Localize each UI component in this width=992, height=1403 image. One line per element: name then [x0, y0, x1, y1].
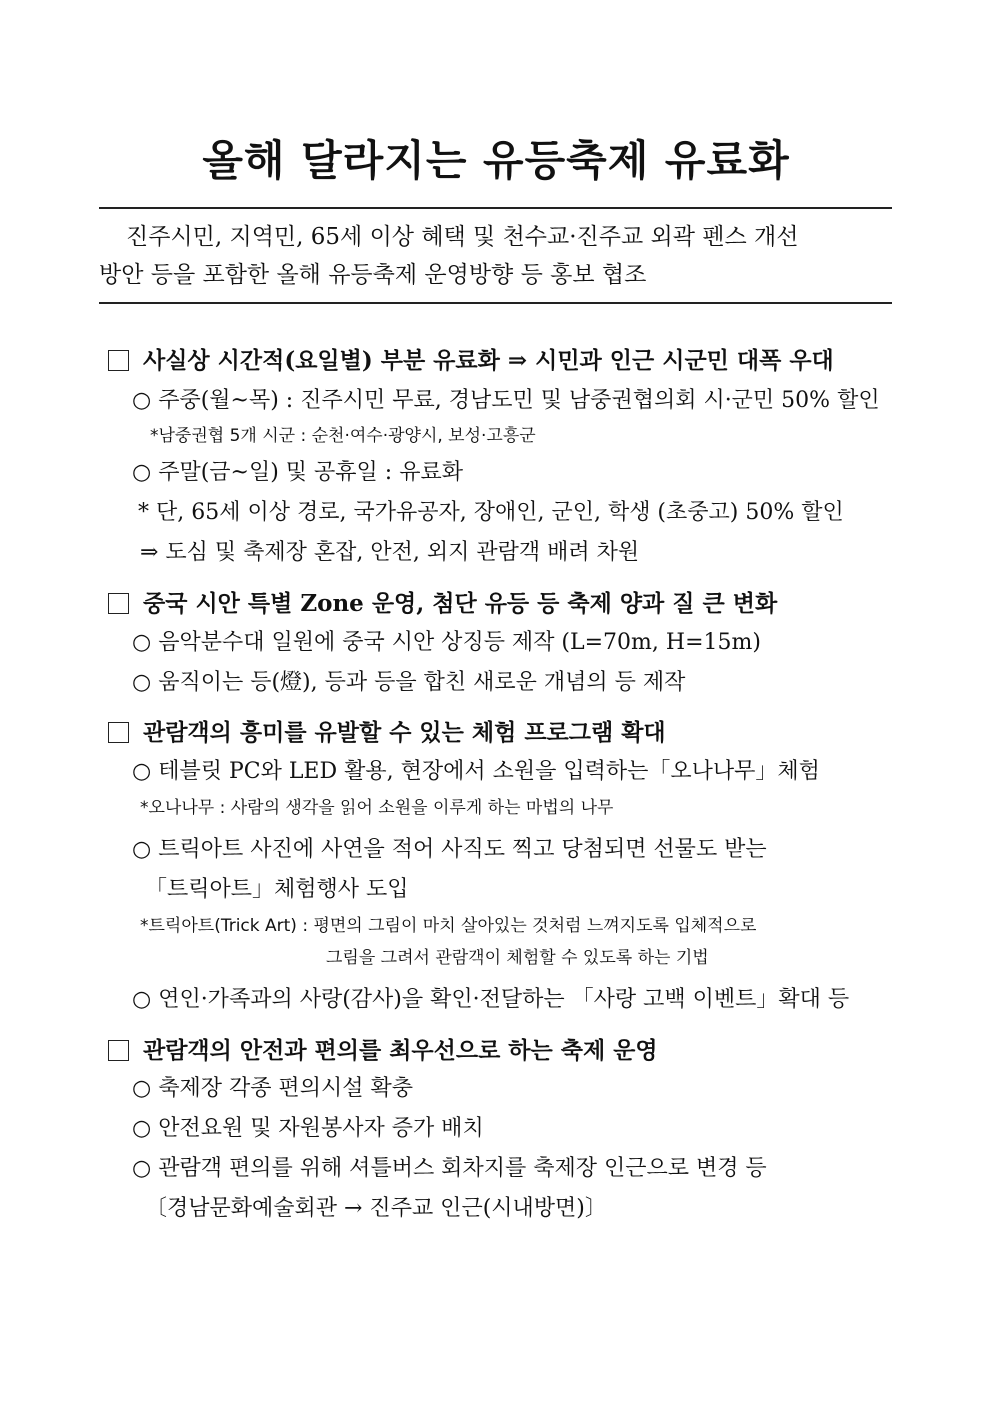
section-heading-2 — [108, 585, 777, 618]
section-heading-text: 중국 시안 특별 Zone 운영, 첨단 유등 등 축제 양과 질 큰 변화 — [143, 590, 778, 617]
summary-line-2: 방안 등을 포함한 올해 유등축제 운영방향 등 홍보 협조 — [99, 262, 647, 288]
bullet-item: ○ 주말(금~일) 및 공휴일 : 유료화 — [132, 460, 463, 485]
arrow-item: ⇒ 도심 및 축제장 혼잡, 안전, 외지 관람객 배려 차원 — [140, 540, 640, 565]
section-heading-text: 관람객의 흥미를 유발할 수 있는 체험 프로그램 확대 — [143, 719, 666, 746]
bullet-item: ○ 음악분수대 일원에 중국 시안 상징등 제작 (L=70m, H=15m) — [132, 630, 761, 655]
section-heading-1 — [108, 342, 834, 375]
bullet-item-continued: 「트릭아트」체험행사 도입 — [145, 877, 409, 902]
summary-line-1: 진주시민, 지역민, 65세 이상 혜택 및 천수교·진주교 외곽 펜스 개선 — [126, 224, 799, 250]
footnote-continued: 그림을 그려서 관람객이 체험할 수 있도록 하는 기법 — [326, 948, 709, 968]
bullet-item: ○ 움직이는 등(燈), 등과 등을 합친 새로운 개념의 등 제작 — [132, 670, 686, 695]
bullet-item: ○ 연인·가족과의 사랑(감사)을 확인·전달하는 「사랑 고백 이벤트」확대 등 — [132, 987, 850, 1012]
footnote: *오나나무 : 사람의 생각을 읽어 소원을 이루게 하는 마법의 나무 — [140, 798, 614, 818]
summary-box — [99, 218, 892, 294]
checkbox-square-icon — [108, 1040, 129, 1061]
bullet-item-continued: 〔경남문화예술회관 → 진주교 인근(시내방면)〕 — [145, 1196, 607, 1221]
bullet-item: ○ 안전요원 및 자원봉사자 증가 배치 — [132, 1116, 484, 1141]
page-title: 올해 달라지는 유등축제 유료화 — [202, 136, 790, 185]
bullet-item: ○ 축제장 각종 편의시설 확충 — [132, 1076, 413, 1101]
summary-top-rule — [99, 207, 892, 209]
section-heading-text: 사실상 시간적(요일별) 부분 유료화 ⇒ 시민과 인근 시군민 대폭 우대 — [143, 347, 834, 374]
bullet-item: ○ 테블릿 PC와 LED 활용, 현장에서 소원을 입력하는「오나나무」체험 — [132, 759, 820, 784]
bullet-item: ○ 트릭아트 사진에 사연을 적어 사직도 찍고 당첨되면 선물도 받는 — [132, 837, 767, 862]
section-heading-3 — [108, 714, 666, 747]
section-heading-text: 관람객의 안전과 편의를 최우선으로 하는 축제 운영 — [143, 1037, 658, 1064]
bullet-item: ○ 관람객 편의를 위해 셔틀버스 회차지를 축제장 인근으로 변경 등 — [132, 1156, 767, 1181]
bullet-item: ○ 주중(월~목) : 진주시민 무료, 경남도민 및 남중권협의회 시·군민 50% 할인 — [132, 388, 880, 413]
note-item: * 단, 65세 이상 경로, 국가유공자, 장애인, 군인, 학생 (초중고) 50% 할인 — [138, 500, 844, 525]
summary-bottom-rule — [99, 302, 892, 304]
section-heading-4 — [108, 1032, 658, 1065]
checkbox-square-icon — [108, 350, 129, 371]
footnote: *트릭아트(Trick Art) : 평면의 그림이 마치 살아있는 것처럼 느껴지도록 입체적으로 — [140, 916, 757, 936]
checkbox-square-icon — [108, 593, 129, 614]
checkbox-square-icon — [108, 722, 129, 743]
footnote: *남중권협 5개 시군 : 순천·여수·광양시, 보성·고흥군 — [150, 426, 536, 446]
